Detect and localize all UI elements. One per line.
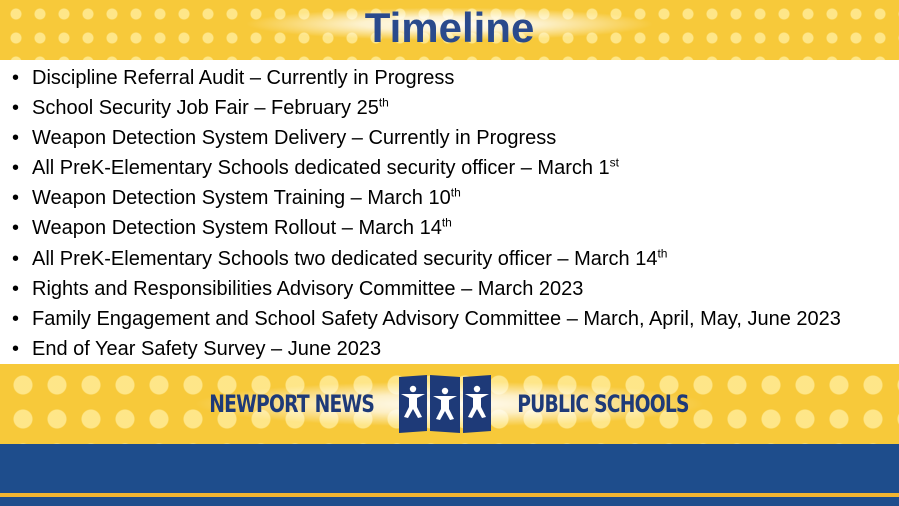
list-item: [10, 335, 895, 365]
item-text: End of Year Safety Survey – June 2023: [32, 337, 382, 360]
item-text: Family Engagement and School Safety Advisory Committee – March, April, May, June 2023: [32, 307, 841, 330]
page-title: Timeline: [364, 4, 535, 51]
list-item: [10, 64, 895, 94]
item-text: Weapon Detection System Delivery – Currently in Progress: [32, 127, 557, 150]
footer-stripe: [0, 493, 899, 497]
bullet-icon: •: [12, 157, 20, 180]
item-superscript: th: [657, 245, 668, 260]
logo-mark-icon: [397, 373, 493, 435]
list-item: [10, 305, 895, 335]
bullet-icon: •: [12, 247, 20, 270]
list-item: [10, 124, 895, 154]
item-text: All PreK-Elementary Schools two dedicated security officer – March 14: [32, 247, 658, 270]
bullet-icon: •: [12, 307, 20, 330]
logo-left-text: NEWPORT NEWS: [209, 390, 374, 418]
bullet-icon: •: [12, 67, 20, 89]
item-text: Weapon Detection System Training – March 10: [32, 187, 451, 210]
list-item: [10, 94, 895, 124]
item-superscript: th: [441, 215, 452, 230]
bullet-icon: •: [12, 127, 20, 150]
district-logo: [0, 364, 899, 444]
logo-right-text: PUBLIC SCHOOLS: [517, 390, 689, 418]
list-item: [10, 154, 895, 184]
bullet-icon: •: [12, 217, 20, 240]
list-item: [10, 214, 895, 244]
item-text: Discipline Referral Audit – Currently in Progress: [32, 67, 455, 89]
bullet-icon: •: [12, 97, 20, 120]
item-text: Rights and Responsibilities Advisory Committee – March 2023: [32, 277, 584, 300]
item-text: School Security Job Fair – February 25: [32, 97, 379, 120]
bullet-icon: •: [12, 187, 20, 210]
bullet-icon: •: [12, 277, 20, 300]
item-text: Weapon Detection System Rollout – March 14: [32, 217, 442, 240]
item-superscript: th: [378, 95, 389, 110]
bullet-icon: •: [12, 337, 20, 360]
item-superscript: th: [450, 185, 461, 200]
item-text: All PreK-Elementary Schools dedicated security officer – March 1: [32, 157, 610, 180]
item-superscript: st: [609, 155, 620, 170]
list-item: [10, 184, 895, 214]
timeline-list: [10, 64, 895, 365]
list-item: [10, 275, 895, 305]
list-item: [10, 245, 895, 275]
